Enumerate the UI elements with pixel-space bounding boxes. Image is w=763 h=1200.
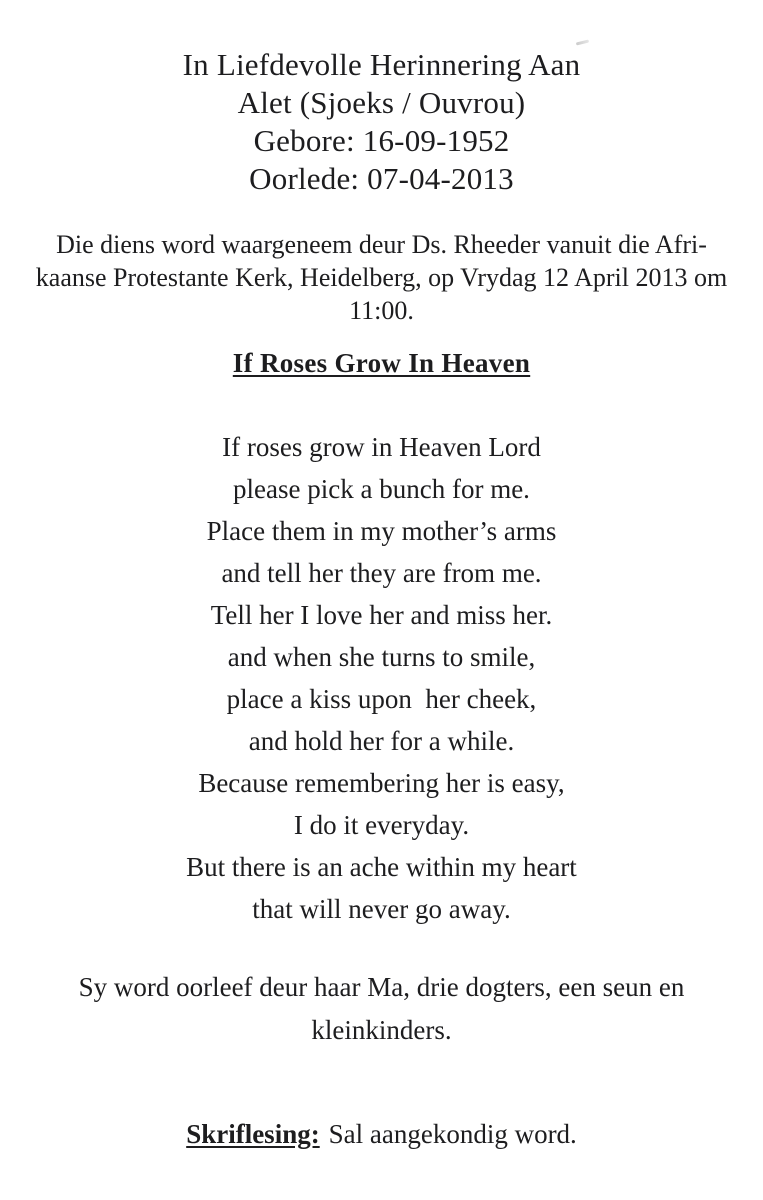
birth-date-line: Gebore: 16-09-1952: [253, 123, 510, 158]
poem-line: Tell her I love her and miss her.: [210, 600, 553, 630]
scripture-text: Sal aangekondig word.: [328, 1119, 577, 1149]
memorial-title-line: In Liefdevolle Herinnering Aan: [182, 47, 581, 82]
scripture-label: Skriflesing:: [186, 1119, 320, 1149]
poem-line: please pick a bunch for me.: [233, 474, 530, 504]
service-notice: [0, 228, 763, 327]
survivors-line: Sy word oorleef deur haar Ma, drie dogters, een seun en: [78, 972, 685, 1002]
scripture-reading-line: [0, 1114, 763, 1154]
service-notice-line: Die diens word waargeneem deur Ds. Rheeder vanuit die Afri-: [56, 230, 707, 259]
service-notice-line: kaanse Protestante Kerk, Heidelberg, op Vrydag 12 April 2013 om: [35, 263, 728, 292]
death-date-line: Oorlede: 07-04-2013: [249, 161, 514, 196]
poem-line: and hold her for a while.: [248, 726, 515, 756]
service-notice-line: 11:00.: [349, 296, 414, 325]
memorial-header: [0, 0, 763, 198]
poem-title: If Roses Grow In Heaven: [232, 348, 531, 378]
poem-line: and tell her they are from me.: [221, 558, 542, 588]
poem-line: Because remembering her is easy,: [198, 768, 565, 798]
poem-line: that will never go away.: [252, 894, 511, 924]
poem-line: If roses grow in Heaven Lord: [222, 432, 541, 462]
poem-line: I do it everyday.: [293, 810, 470, 840]
memorial-name-line: Alet (Sjoeks / Ouvrou): [237, 85, 526, 120]
survivors-note: [0, 966, 763, 1052]
poem-body: [0, 426, 763, 930]
poem-line: place a kiss upon her cheek,: [226, 684, 537, 714]
survivors-line: kleinkinders.: [311, 1015, 452, 1045]
poem-line: But there is an ache within my heart: [186, 852, 577, 882]
poem-line: and when she turns to smile,: [227, 642, 536, 672]
poem-heading-wrap: [0, 348, 763, 379]
poem-line: Place them in my mother’s arms: [206, 516, 557, 546]
